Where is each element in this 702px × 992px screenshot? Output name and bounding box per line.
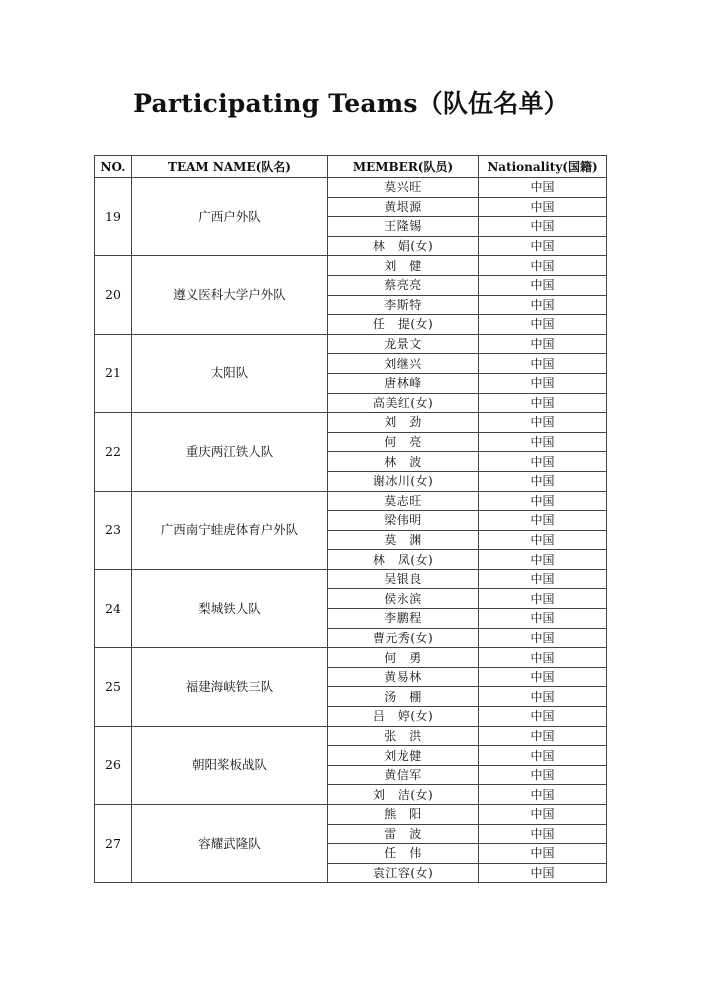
header-member: MEMBER(队员) bbox=[328, 156, 479, 178]
team-number: 26 bbox=[95, 726, 132, 804]
member-nationality: 中国 bbox=[479, 373, 607, 393]
member-nationality: 中国 bbox=[479, 393, 607, 413]
member-name: 刘 劲 bbox=[328, 413, 479, 433]
member-nationality: 中国 bbox=[479, 863, 607, 883]
page-title: Participating Teams（队伍名单） bbox=[133, 89, 569, 118]
member-nationality: 中国 bbox=[479, 197, 607, 217]
member-nationality: 中国 bbox=[479, 687, 607, 707]
table-row bbox=[95, 726, 607, 746]
table-header-row bbox=[95, 156, 607, 178]
member-nationality: 中国 bbox=[479, 511, 607, 531]
member-nationality: 中国 bbox=[479, 844, 607, 864]
table-row bbox=[95, 569, 607, 589]
member-name: 雷 波 bbox=[328, 824, 479, 844]
team-name: 太阳队 bbox=[132, 334, 328, 412]
team-number: 25 bbox=[95, 648, 132, 726]
member-name: 莫 渊 bbox=[328, 530, 479, 550]
member-nationality: 中国 bbox=[479, 334, 607, 354]
table-body bbox=[95, 178, 607, 883]
member-name: 吕 婷(女) bbox=[328, 707, 479, 727]
member-nationality: 中国 bbox=[479, 315, 607, 335]
team-number: 19 bbox=[95, 178, 132, 256]
team-number: 23 bbox=[95, 491, 132, 569]
header-no: NO. bbox=[95, 156, 132, 178]
member-nationality: 中国 bbox=[479, 824, 607, 844]
member-nationality: 中国 bbox=[479, 589, 607, 609]
member-nationality: 中国 bbox=[479, 569, 607, 589]
member-name: 袁江容(女) bbox=[328, 863, 479, 883]
header-nationality: Nationality(国籍) bbox=[479, 156, 607, 178]
member-name: 莫兴旺 bbox=[328, 178, 479, 198]
member-name: 刘继兴 bbox=[328, 354, 479, 374]
table-row bbox=[95, 334, 607, 354]
header-team-name: TEAM NAME(队名) bbox=[132, 156, 328, 178]
member-nationality: 中国 bbox=[479, 354, 607, 374]
member-name: 谢冰川(女) bbox=[328, 471, 479, 491]
team-number: 22 bbox=[95, 413, 132, 491]
member-name: 吴银良 bbox=[328, 569, 479, 589]
member-nationality: 中国 bbox=[479, 217, 607, 237]
member-name: 王隆锡 bbox=[328, 217, 479, 237]
member-nationality: 中国 bbox=[479, 628, 607, 648]
member-name: 任 伟 bbox=[328, 844, 479, 864]
member-nationality: 中国 bbox=[479, 550, 607, 570]
member-nationality: 中国 bbox=[479, 746, 607, 766]
table-row bbox=[95, 648, 607, 668]
team-name: 重庆两江铁人队 bbox=[132, 413, 328, 491]
team-name: 遵义医科大学户外队 bbox=[132, 256, 328, 334]
table-row bbox=[95, 491, 607, 511]
team-number: 20 bbox=[95, 256, 132, 334]
member-nationality: 中国 bbox=[479, 726, 607, 746]
member-nationality: 中国 bbox=[479, 491, 607, 511]
member-nationality: 中国 bbox=[479, 275, 607, 295]
member-name: 刘龙健 bbox=[328, 746, 479, 766]
member-name: 黄易林 bbox=[328, 667, 479, 687]
member-name: 何 勇 bbox=[328, 648, 479, 668]
member-name: 梁伟明 bbox=[328, 511, 479, 531]
team-number: 27 bbox=[95, 805, 132, 883]
member-name: 张 洪 bbox=[328, 726, 479, 746]
member-nationality: 中国 bbox=[479, 707, 607, 727]
member-nationality: 中国 bbox=[479, 432, 607, 452]
member-name: 黄信军 bbox=[328, 765, 479, 785]
member-nationality: 中国 bbox=[479, 648, 607, 668]
member-name: 曹元秀(女) bbox=[328, 628, 479, 648]
team-name: 福建海峡铁三队 bbox=[132, 648, 328, 726]
table-row bbox=[95, 256, 607, 276]
member-name: 刘 洁(女) bbox=[328, 785, 479, 805]
team-name: 梨城铁人队 bbox=[132, 569, 328, 647]
member-nationality: 中国 bbox=[479, 236, 607, 256]
member-nationality: 中国 bbox=[479, 295, 607, 315]
member-name: 侯永滨 bbox=[328, 589, 479, 609]
member-name: 任 提(女) bbox=[328, 315, 479, 335]
member-nationality: 中国 bbox=[479, 471, 607, 491]
team-roster-table bbox=[94, 155, 607, 883]
team-name: 容耀武隆队 bbox=[132, 805, 328, 883]
member-name: 蔡亮亮 bbox=[328, 275, 479, 295]
table-row bbox=[95, 413, 607, 433]
table-row bbox=[95, 805, 607, 825]
member-name: 黄垠源 bbox=[328, 197, 479, 217]
member-name: 林 波 bbox=[328, 452, 479, 472]
team-name: 广西户外队 bbox=[132, 178, 328, 256]
member-nationality: 中国 bbox=[479, 765, 607, 785]
member-nationality: 中国 bbox=[479, 178, 607, 198]
member-nationality: 中国 bbox=[479, 530, 607, 550]
member-nationality: 中国 bbox=[479, 785, 607, 805]
member-name: 龙景文 bbox=[328, 334, 479, 354]
member-name: 何 亮 bbox=[328, 432, 479, 452]
member-name: 熊 阳 bbox=[328, 805, 479, 825]
member-name: 莫志旺 bbox=[328, 491, 479, 511]
table-row bbox=[95, 178, 607, 198]
member-name: 林 娟(女) bbox=[328, 236, 479, 256]
member-name: 林 凤(女) bbox=[328, 550, 479, 570]
team-name: 广西南宁蛙虎体育户外队 bbox=[132, 491, 328, 569]
member-nationality: 中国 bbox=[479, 452, 607, 472]
member-nationality: 中国 bbox=[479, 667, 607, 687]
member-name: 李鹏程 bbox=[328, 609, 479, 629]
member-name: 汤 棚 bbox=[328, 687, 479, 707]
team-number: 24 bbox=[95, 569, 132, 647]
member-name: 刘 健 bbox=[328, 256, 479, 276]
member-name: 高美红(女) bbox=[328, 393, 479, 413]
member-nationality: 中国 bbox=[479, 413, 607, 433]
member-nationality: 中国 bbox=[479, 805, 607, 825]
member-name: 李斯特 bbox=[328, 295, 479, 315]
member-nationality: 中国 bbox=[479, 256, 607, 276]
member-name: 唐林峰 bbox=[328, 373, 479, 393]
member-nationality: 中国 bbox=[479, 609, 607, 629]
team-name: 朝阳桨板战队 bbox=[132, 726, 328, 804]
team-number: 21 bbox=[95, 334, 132, 412]
